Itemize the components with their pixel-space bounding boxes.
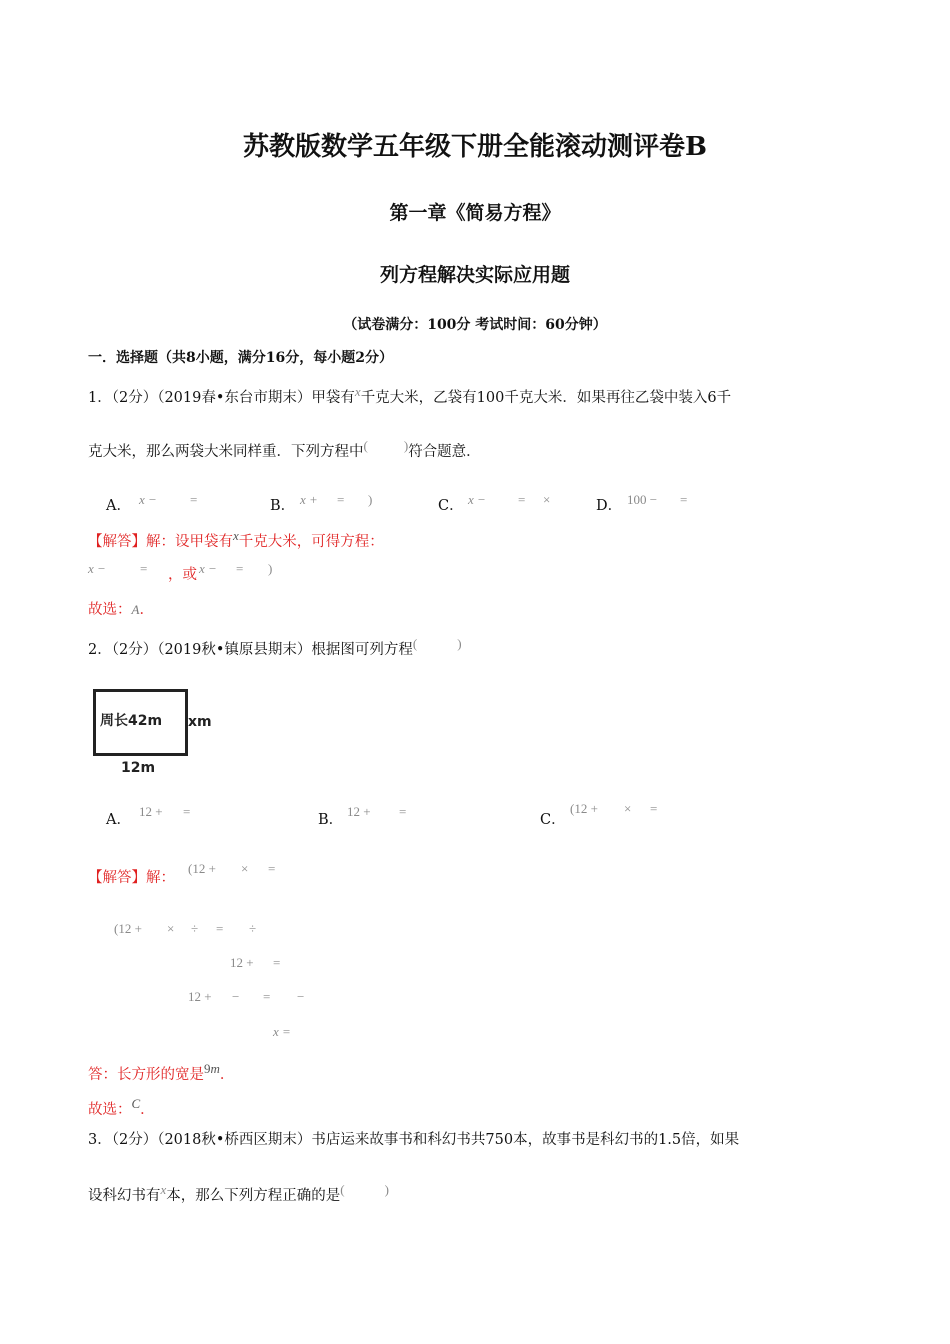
q1-option-d[interactable]: D．: [596, 498, 623, 514]
q2-line1: 2．（2分）（2019秋•镇原县期末）根据图可列方程( ): [88, 636, 462, 658]
width-label: xm: [188, 714, 212, 730]
q1-answer: 【解答】解：设甲袋有$^x$千克大米，可得方程：: [88, 528, 384, 550]
q2-step-2: (12 +: [114, 921, 142, 936]
chapter-title: 第一章《简易方程》: [389, 202, 561, 224]
q2-option-b-eq: 12 +: [347, 804, 371, 819]
q2-option-b[interactable]: B．: [318, 812, 344, 828]
q2-reply: 答：长方形的宽是$^{9m}$．: [88, 1061, 235, 1083]
section-heading: 一．选择题（共8小题，满分16分，每小题2分）: [88, 350, 393, 366]
q2-answer: 【解答】解：: [88, 870, 175, 886]
q3-line2: 设科幻书有$^x$本，那么下列方程正确的是( ): [88, 1182, 389, 1204]
page-title: 苏教版数学五年级下册全能滚动测评卷B: [243, 132, 707, 162]
q3-line1: 3．（2分）（2018秋•桥西区期末）书店运来故事书和科幻书共750本，故事书是科幻书的1.5倍，如果: [88, 1132, 740, 1148]
topic-title: 列方程解决实际应用题: [379, 264, 570, 286]
q1-choice: 故选：A．: [88, 602, 154, 618]
q1-option-b[interactable]: B．: [270, 498, 296, 514]
q1-option-d-eq: 100 −: [627, 492, 658, 507]
q2-step-1: (12 +: [188, 861, 216, 876]
q2-choice: 故选：$^C$．: [88, 1096, 155, 1118]
q2-option-c-eq: (12 +: [570, 801, 598, 816]
q2-step-3: 12 +: [230, 955, 254, 970]
q1-line2: 克大米，那么两袋大米同样重．下列方程中( )符合题意．: [88, 438, 481, 460]
q1-solution-eq: x −: [88, 561, 106, 576]
q1-option-a[interactable]: A．: [106, 498, 131, 514]
q1-option-c-eq: x −: [468, 492, 486, 507]
exam-meta: （试卷满分：100分 考试时间：60分钟）: [343, 317, 607, 333]
q1-line1: 1．（2分）（2019春•东台市期末）甲袋有$^x$千克大米，乙袋有100千克大米．如果再往乙袋中装入6千: [88, 384, 732, 406]
q2-option-a-eq: 12 +: [139, 804, 163, 819]
q2-option-a[interactable]: A．: [106, 812, 131, 828]
perimeter-label: 周长42m: [100, 713, 163, 729]
q2-option-c[interactable]: C．: [540, 812, 566, 828]
q2-step-5: x =: [273, 1024, 291, 1039]
q2-step-4: 12 +: [188, 989, 212, 1004]
q1-option-b-eq: x +: [300, 492, 318, 507]
length-label: 12m: [121, 760, 156, 776]
q1-option-a-eq: x −: [139, 492, 157, 507]
q1-option-c[interactable]: C．: [438, 498, 464, 514]
rectangle-figure: [88, 682, 228, 790]
